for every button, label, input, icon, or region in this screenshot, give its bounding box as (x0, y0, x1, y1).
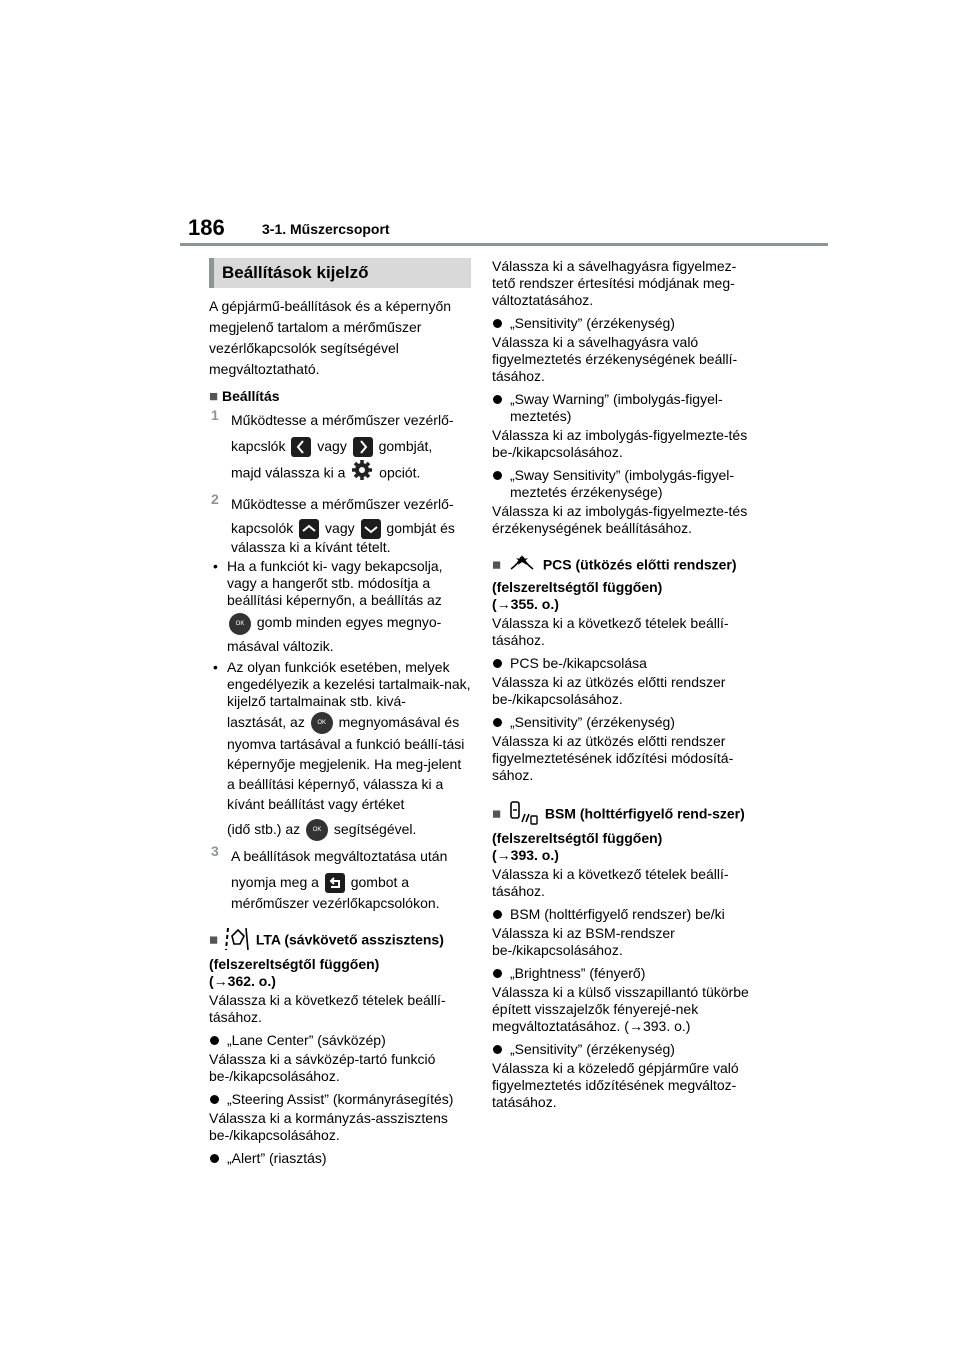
list-item: „Sway Sensitivity” (imbolygás-figyel-meztetés érzékenysége) (492, 467, 754, 501)
pcs-subheading: ■ PCS (ütközés előtti rendszer) (felszereltségtől függően) (→355. o.) (492, 553, 754, 613)
page-number: 186 (188, 215, 225, 240)
right-column: Válassza ki a sávelhagyásra figyelmez-tető rendszer értesítési módjának meg-változtatásához. „Sensitivity” (érzékenység) Válassza ki a sávelhagyásra való figyelmeztetés érzékenységének beállí-tásához. „Sway Warning” (imbolygás-figyel-meztetés) Válassza ki az imbolygás-figyelmezte-tés be-/kikapcsolásához. „Sway Sensitivity” (imbolygás-figyel-meztetés érzékenysége) Válassza ki az imbolygás-figyelmezte-tés érzékenységének beállításához. ■ PCS (ütközés előtti rendszer) (felszereltségtől függően) (→355. o.) Válassza ki a következő tételek beállí-tásához. PCS be-/kikapcsolása Válassza ki az ütközés előtti rendszer be-/kikapcsolásához. „Sensitivity” (érzékenység) Válassza ki az ütközés előtti rendszer figyelmeztetésének időzítési módosítá-sához. ■ BSM (holttérfigyelő rend-szer) (felszereltségtől függően) (→393. o.) Válassza ki a következő tételek beállí-tásához. BSM (holttérfigyelő rendszer) be/ki Válassza ki az BSM-rendszer be-/kikapcsolásához. „Brightness” (fényerő) Válassza ki a külső visszapillantó tükörbe épített visszajelzők fényerejé-nek megváltoztatásához. (→393. o.) „Sensitivity” (érzékenység) Válassza ki a közeledő gépjárműre való figyelmeztetés időzítésének megváltoz-tatásához. (492, 258, 754, 1115)
left-column: Beállítások kijelző A gépjármű-beállítások és a képernyőn megjelenő tartalom a mérőműszer vezérlőkapcsolók segítségével megváltoztatható. ■ Beállítás 1 Működtesse a mérőműszer vezérlő- kapcslók vagy gombját, majd válassza ki a opciót. 2 Működtesse a mérőműszer vezérlő- kapcsolók vagy gombját és válassza ki a kívánt tételt. • Ha a funkciót ki- vagy bekapcsolja, vagy a hangerőt stb. módosítja a beállítási képernyőn, a beállítás az OK gomb minden egyes megnyo-másával változik. • Az olyan funkciók esetében, melyek engedélyezik a kezelési tartalmaik-nak, kijelző tartalmainak stb. kivá- lasztását, az OK megnyomásával és nyomva tartásával a funkció beállí-tási képernyője megjelenik. Ha meg-jelent a beállítási képernyő, válassza ki a kívánt beállítást vagy értéket (idő stb.) az OK segítségével. 3 A beállítások megváltoztatása után nyomja meg a gombot a mérőműszer vezérlőkapcsolókon. ■ LTA (sávkövető asszisztens) (felszereltségtől függően) (→362. o.) Válassza ki a következő tételek beállí-tásához. „Lane Center” (sávközép) Válassza ki a sávközép-tartó funkció be-/kikapcsolásához. „Steering Assist” (kormányrásegítés) Válassza ki a kormányzás-asszisztens be-/kikapcsolásához. „Alert” (riasztás) (209, 258, 471, 1169)
list-item: „Sensitivity” (érzékenység) (492, 1041, 754, 1058)
ok-button-icon: OK (229, 613, 251, 635)
list-item: „Sensitivity” (érzékenység) (492, 714, 754, 731)
list-item: „Brightness” (fényerő) (492, 965, 754, 982)
list-item: „Lane Center” (sávközép) (209, 1032, 471, 1049)
step-3: 3 A beállítások megváltoztatása után nyomja meg a gombot a mérőműszer vezérlőkapcsolókon. (211, 843, 448, 912)
list-item: „Alert” (riasztás) (209, 1150, 471, 1167)
square-bullet-icon: ■ (492, 805, 502, 823)
bsm-subheading: ■ BSM (holttérfigyelő rend-szer) (felszereltségtől függően) (→393. o.) (492, 800, 754, 864)
header-rule (180, 243, 828, 246)
intro-text: A gépjármű-beállítások és a képernyőn megjelenő tartalom a mérőműszer vezérlőkapcsolók segítségével megváltoztatható. (209, 298, 452, 377)
step-1: 1 Működtesse a mérőműszer vezérlő- kapcslók vagy gombját, majd válassza ki a opciót. (209, 407, 471, 489)
square-bullet-icon: ■ (209, 931, 219, 949)
square-bullet-icon: ■ (492, 556, 502, 574)
list-item: „Sway Warning” (imbolygás-figyel-meztetés) (492, 391, 754, 425)
chapter-title: 3-1. Műszercsoport (262, 221, 390, 237)
note-bullet-2: • Az olyan funkciók esetében, melyek engedélyezik a kezelési tartalmaik-nak, kijelző tartalmainak stb. kivá- lasztását, az OK megnyomásával és nyomva tartásával a funkció beállí-tási képernyője megjelenik. Ha meg-jelent a beállítási képernyő, válassza ki a kívánt beállítást vagy értéket (idő stb.) az OK segítségével. (209, 659, 471, 842)
list-item: „Steering Assist” (kormányrásegítés) (209, 1091, 471, 1108)
pcs-collision-icon (507, 553, 537, 579)
ok-button-icon: OK (306, 819, 328, 841)
list-item: „Sensitivity” (érzékenység) (492, 315, 754, 332)
section-heading: Beállítások kijelző (209, 258, 471, 288)
list-item: BSM (holttérfigyelő rendszer) be/ki (492, 906, 754, 923)
chevron-up-button-icon (299, 519, 319, 539)
square-bullet-icon: ■ (209, 388, 219, 405)
back-button-icon (325, 873, 345, 893)
gear-icon (351, 459, 373, 489)
lta-subheading: ■ LTA (sávkövető asszisztens) (felszereltségtől függően) (→362. o.) (209, 926, 471, 990)
lane-assist-icon (224, 926, 250, 956)
step-2: 2 Működtesse a mérőműszer vezérlő- kapcsolók vagy gombját és válassza ki a kívánt tételt. (211, 491, 455, 556)
list-item: PCS be-/kikapcsolása (492, 655, 754, 672)
chevron-down-button-icon (361, 519, 381, 539)
ok-button-icon: OK (311, 712, 333, 734)
chevron-left-button-icon (291, 437, 311, 457)
settings-subheading: ■ Beállítás (209, 388, 280, 405)
chevron-right-button-icon (353, 437, 373, 457)
bsm-mirror-icon (507, 800, 539, 830)
note-bullet-1: • Ha a funkciót ki- vagy bekapcsolja, vagy a hangerőt stb. módosítja a beállítási képernyőn, a beállítás az OK gomb minden egyes megnyo-másával változik. (213, 558, 443, 654)
